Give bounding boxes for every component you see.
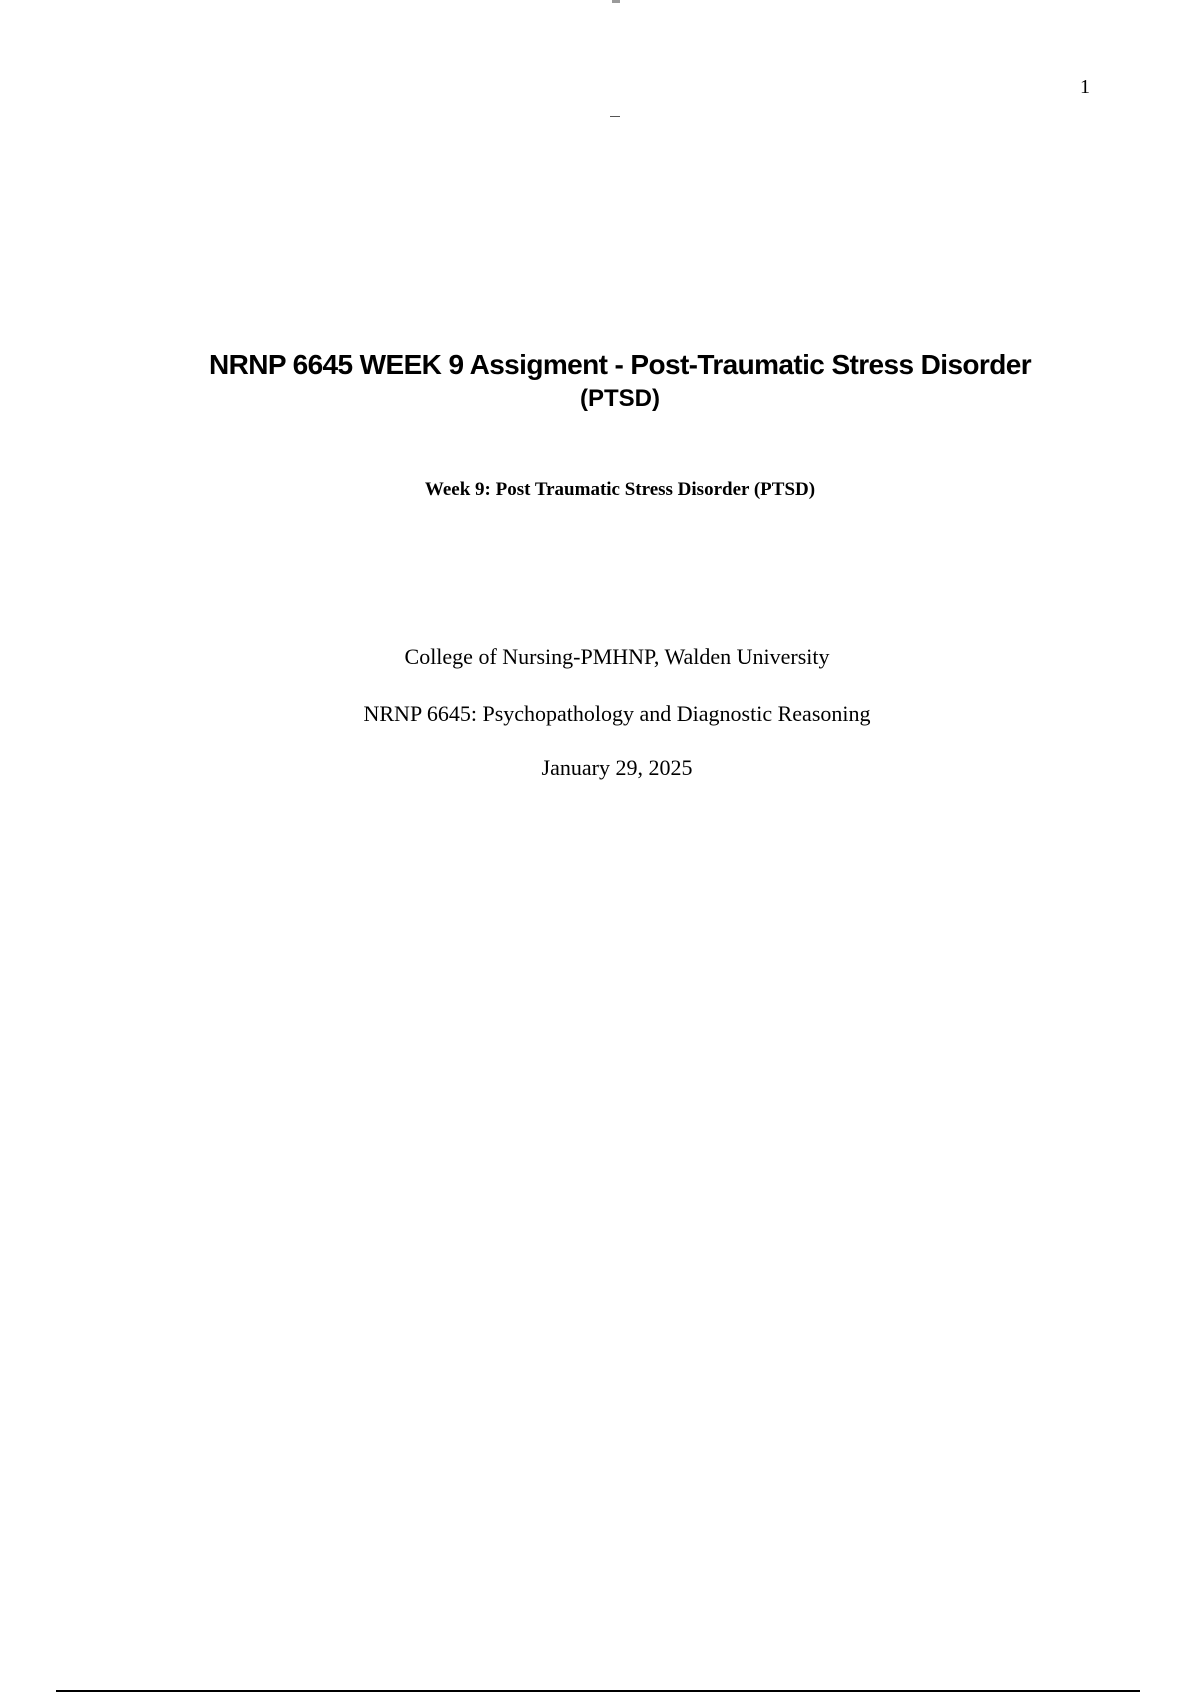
header-mark [610, 116, 620, 117]
page-number: 1 [1080, 76, 1090, 98]
bottom-rule [56, 1690, 1140, 1692]
paper-title: Week 9: Post Traumatic Stress Disorder (PTSD) [424, 479, 816, 500]
date-line: January 29, 2025 [541, 755, 693, 780]
course-line: NRNP 6645: Psychopathology and Diagnostic Reasoning [363, 701, 871, 726]
document-title-continued: (PTSD) [580, 385, 660, 412]
top-edge-mark [612, 0, 620, 3]
document-title: NRNP 6645 WEEK 9 Assigment - Post-Traumatic Stress Disorder [209, 349, 1031, 380]
college-line: College of Nursing-PMHNP, Walden University [404, 644, 830, 669]
